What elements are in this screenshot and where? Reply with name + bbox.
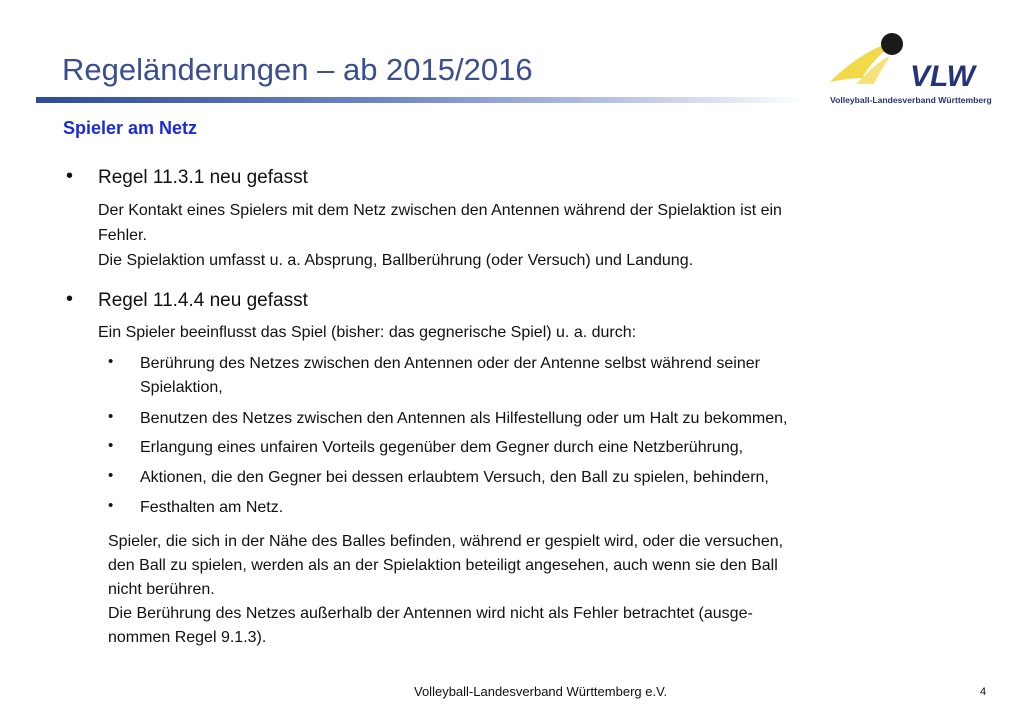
paragraph-line: nommen Regel 9.1.3). xyxy=(108,629,267,646)
rule-text xyxy=(98,198,782,273)
bullet-icon: • xyxy=(108,437,114,454)
paragraph-line: nicht berühren. xyxy=(108,581,215,598)
title-underline xyxy=(36,97,806,103)
list-item: Benutzen des Netzes zwischen den Antennen als Hilfestellung oder um Halt zu bekommen, xyxy=(140,410,788,427)
logo-wordmark: VLW xyxy=(910,60,975,93)
paragraph-line: Spieler, die sich in der Nähe des Balles befinden, während er gespielt wird, oder die versuchen, xyxy=(108,533,784,550)
logo-caption: Volleyball-Landesverband Württemberg xyxy=(830,95,992,105)
list-item xyxy=(140,352,760,400)
section-subtitle: Spieler am Netz xyxy=(63,118,198,138)
list-item-line: Berührung des Netzes zwischen den Antennen oder der Antenne selbst während seiner xyxy=(140,355,760,372)
slide-title: Regeländerungen – ab 2015/2016 xyxy=(62,52,533,87)
rule-text-line: Der Kontakt eines Spielers mit dem Netz zwischen den Antennen während der Spielaktion ist ein xyxy=(98,202,782,219)
paragraph-line: den Ball zu spielen, werden als an der Spielaktion beteiligt angesehen, auch wenn sie den Ball xyxy=(108,557,778,574)
bullet-icon: • xyxy=(108,497,114,514)
rule-heading: Regel 11.4.4 neu gefasst xyxy=(98,290,308,311)
list-item: Erlangung eines unfairen Vorteils gegenüber dem Gegner durch eine Netzberührung, xyxy=(140,439,744,456)
rule-text-line: Fehler. xyxy=(98,227,147,244)
page-number: 4 xyxy=(980,686,987,698)
list-item: Aktionen, die den Gegner bei dessen erlaubtem Versuch, den Ball zu spielen, behindern, xyxy=(140,469,769,486)
bullet-icon: • xyxy=(108,467,114,484)
bullet-icon: • xyxy=(108,353,114,370)
closing-paragraph xyxy=(108,530,783,650)
bullet-icon: • xyxy=(66,165,74,187)
bullet-icon: • xyxy=(108,408,114,425)
paragraph-line: Die Berührung des Netzes außerhalb der Antennen wird nicht als Fehler betrachtet (ausge- xyxy=(108,605,753,622)
rule-text-line: Die Spielaktion umfasst u. a. Absprung, Ballberührung (oder Versuch) und Landung. xyxy=(98,252,694,269)
footer-organization: Volleyball-Landesverband Württemberg e.V. xyxy=(414,684,668,699)
rule-heading: Regel 11.3.1 neu gefasst xyxy=(98,167,308,188)
vlw-logo xyxy=(826,30,996,106)
list-item: Festhalten am Netz. xyxy=(140,499,284,516)
rule-intro: Ein Spieler beeinflusst das Spiel (bisher: das gegnerische Spiel) u. a. durch: xyxy=(98,324,637,341)
bullet-icon: • xyxy=(66,288,74,310)
vlw-logo-graphic xyxy=(826,30,996,106)
list-item-line: Spielaktion, xyxy=(140,379,223,396)
